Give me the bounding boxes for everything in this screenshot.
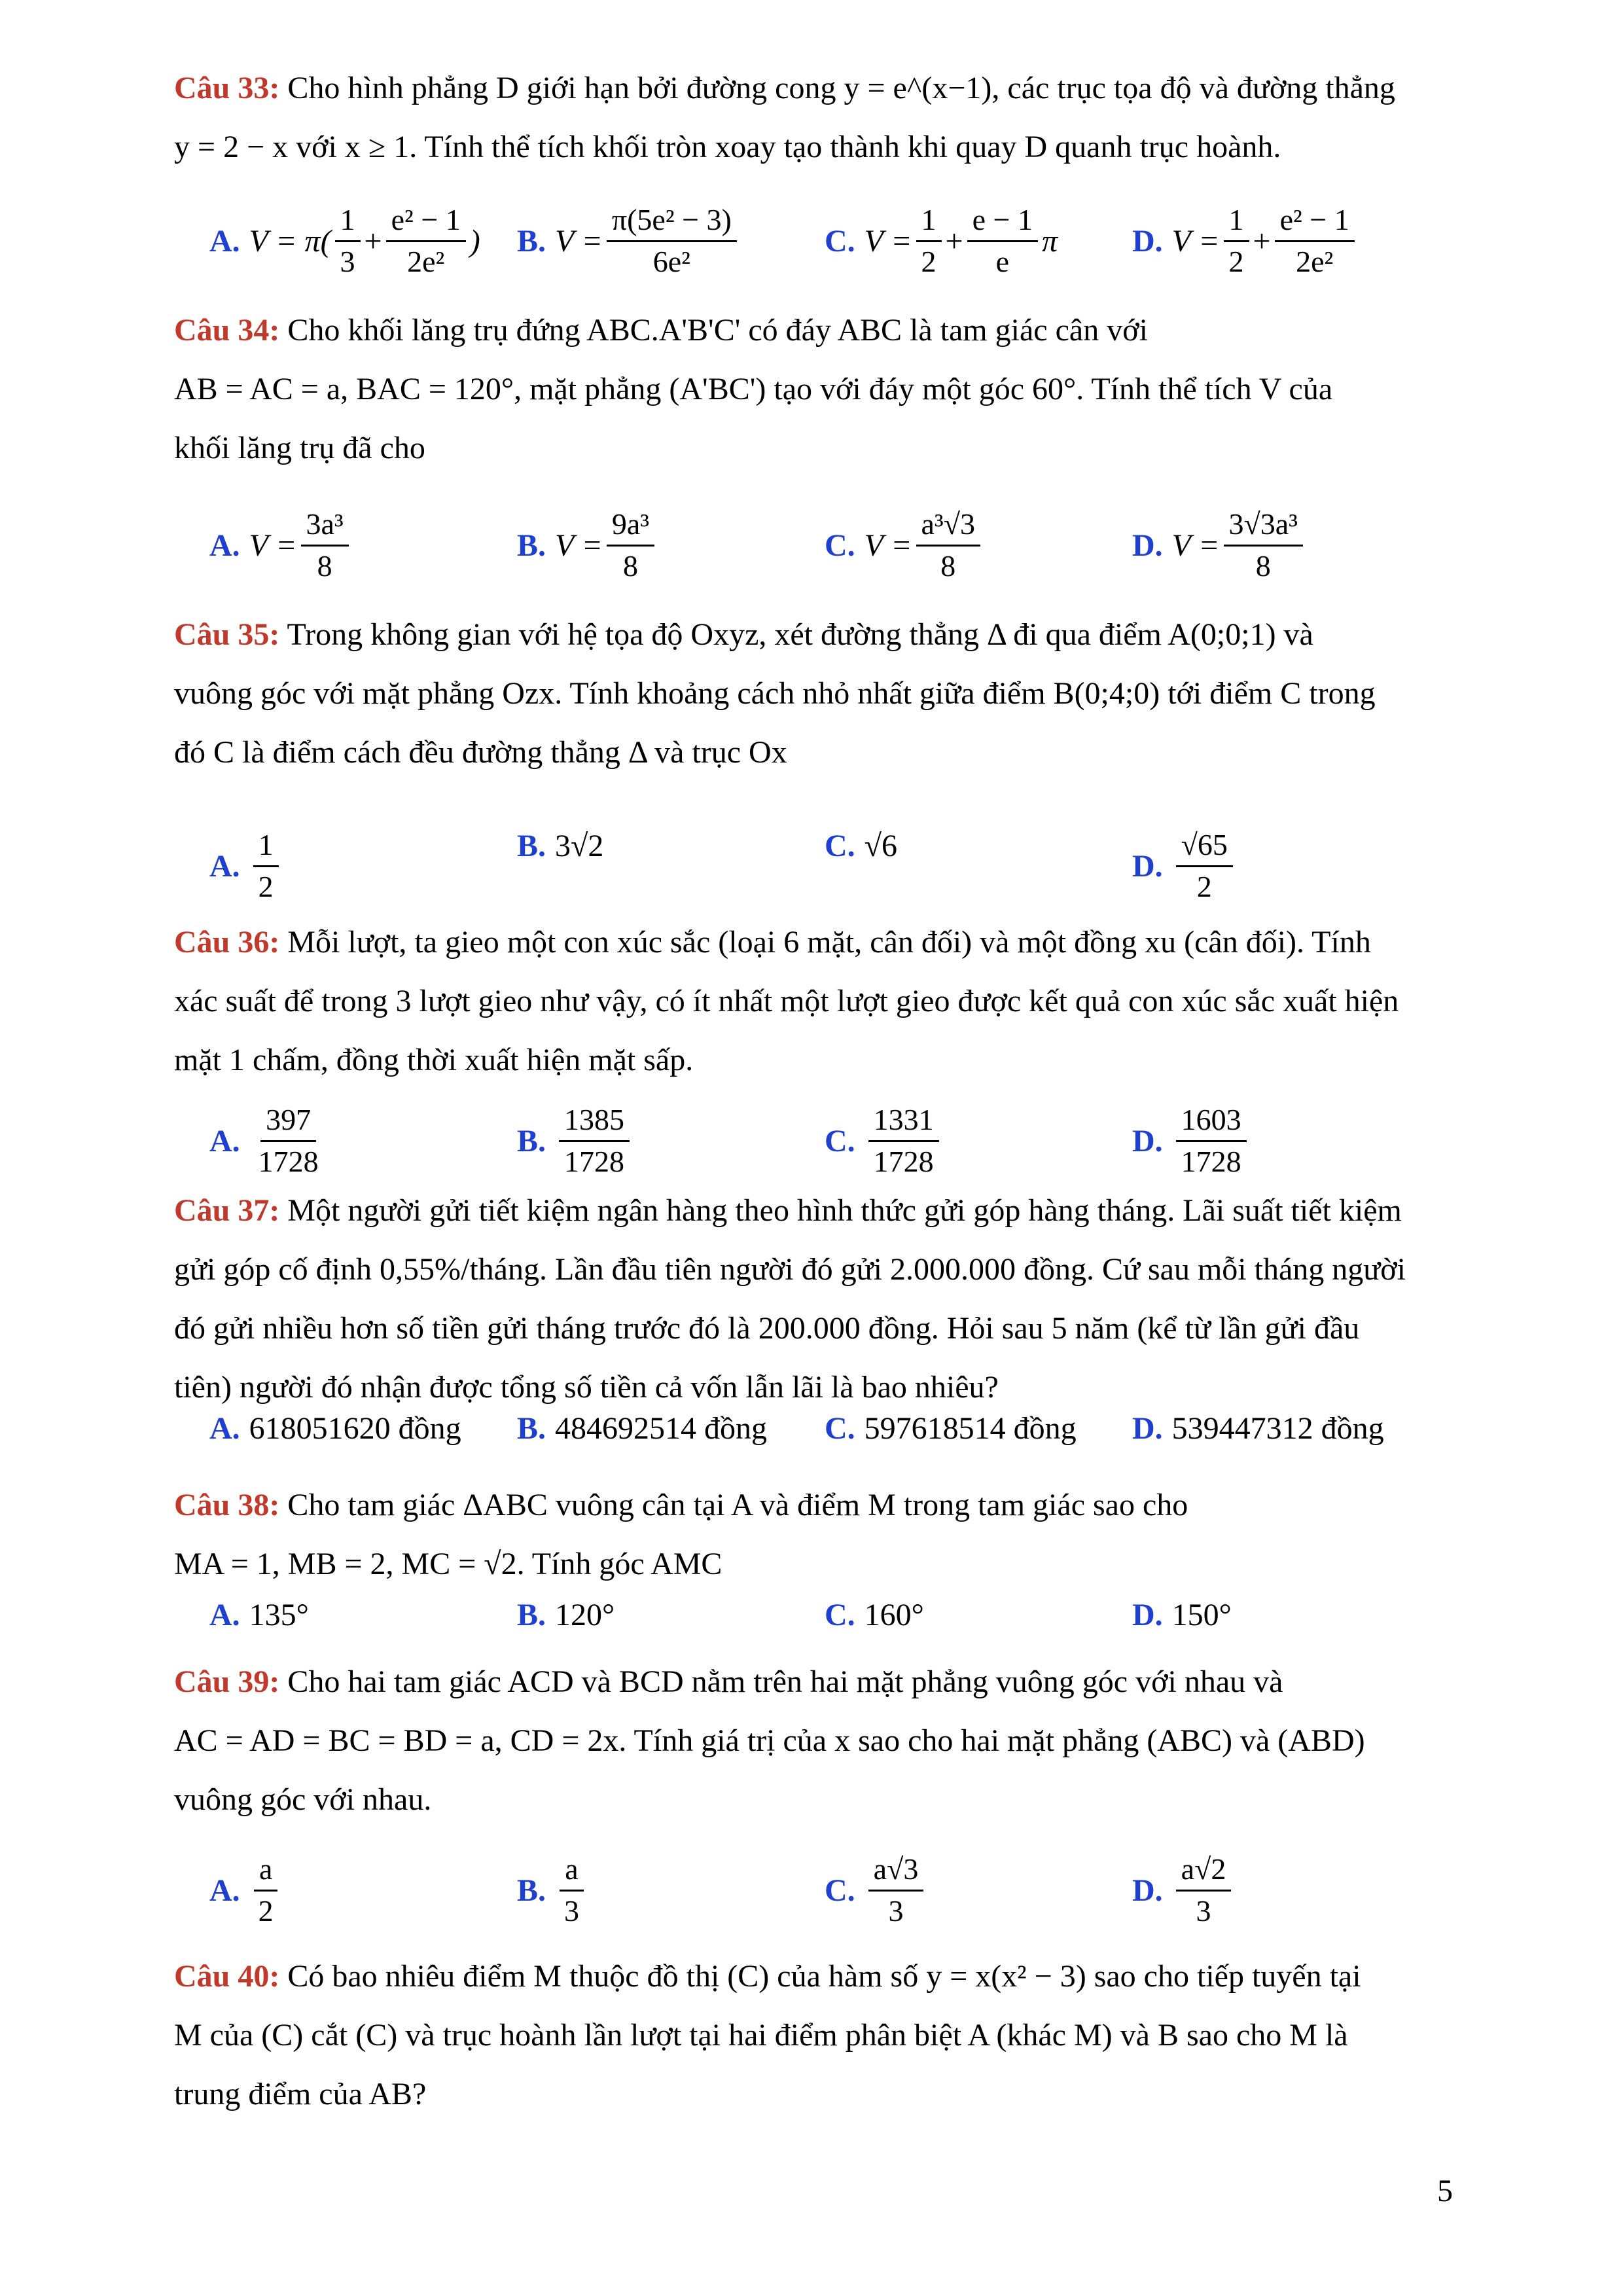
fraction-denominator: 8: [940, 548, 956, 583]
fraction-numerator: 3√3a³: [1224, 507, 1303, 547]
fraction-numerator: 1385: [559, 1103, 630, 1142]
fraction: [253, 1852, 279, 1929]
question-text-line: tiên) người đó nhận được tổng số tiền cả vốn lẫn lãi là bao nhiêu?: [174, 1370, 999, 1405]
fraction: [1275, 203, 1355, 279]
option-suffix: π: [1041, 223, 1058, 259]
question-text-line: trung điểm của AB?: [174, 2077, 427, 2111]
option-d[interactable]: [1132, 1410, 1384, 1446]
fraction-denominator: 3: [1196, 1893, 1211, 1928]
option-c[interactable]: [825, 1103, 943, 1179]
option-value: 150°: [1171, 1598, 1232, 1632]
fraction-denominator: 8: [622, 548, 638, 583]
option-prefix: V = π(: [249, 223, 331, 259]
option-d[interactable]: [1132, 1852, 1235, 1929]
question-text-line: Có bao nhiêu điểm M thuộc đồ thị (C) của hàm số y = x(x² − 3) sao cho tiếp tuyến tại: [287, 1959, 1361, 1994]
option-label: C.: [825, 1411, 855, 1446]
question-37: [174, 1181, 1471, 1417]
fraction-numerator: 1: [253, 828, 279, 867]
fraction: [253, 1103, 324, 1179]
question-text-line: xác suất để trong 3 lượt gieo như vậy, có ít nhất một lượt gieo được kết quả con xúc sắc xuất hiện: [174, 984, 1399, 1018]
fraction-numerator: 1331: [868, 1103, 939, 1142]
fraction: [559, 1852, 584, 1929]
option-label: D.: [1132, 1873, 1163, 1908]
fraction: [386, 203, 466, 279]
fraction: [1176, 1852, 1232, 1929]
question-text-line: mặt 1 chấm, đồng thời xuất hiện mặt sấp.: [174, 1043, 694, 1077]
question-text-line: Cho hình phẳng D giới hạn bởi đường cong y = e^(x−1), các trục tọa độ và đường thẳng: [287, 71, 1395, 105]
fraction: [1176, 828, 1233, 905]
fraction: [253, 828, 279, 905]
fraction: [335, 203, 361, 279]
question-34: [174, 301, 1471, 478]
option-label: A.: [209, 1411, 240, 1446]
option-a[interactable]: [209, 1597, 309, 1633]
fraction-numerator: a√3: [868, 1852, 924, 1892]
option-value: 484692514 đồng: [555, 1411, 768, 1446]
option-label: B.: [517, 223, 546, 259]
option-suffix: ): [469, 223, 480, 259]
option-operator: +: [945, 223, 963, 259]
fraction-denominator: 3: [564, 1893, 580, 1928]
option-label: A.: [209, 1598, 240, 1632]
option-c[interactable]: [825, 828, 897, 864]
fraction-numerator: 1: [916, 203, 942, 242]
option-prefix: V =: [249, 528, 297, 563]
option-a[interactable]: [209, 828, 283, 905]
fraction-numerator: a√2: [1176, 1852, 1232, 1892]
option-b[interactable]: [517, 507, 658, 584]
option-value: 135°: [249, 1598, 309, 1632]
fraction-denominator: 6e²: [652, 244, 690, 278]
option-a[interactable]: [209, 1410, 461, 1446]
option-label: B.: [517, 829, 546, 863]
option-a[interactable]: [209, 507, 353, 584]
question-text-line: đó gửi nhiều hơn số tiền gửi tháng trước đó là 200.000 đồng. Hỏi sau 5 năm (kể từ lần gửi đầu: [174, 1311, 1360, 1346]
question-text-line: Cho khối lăng trụ đứng ABC.A'B'C' có đáy ABC là tam giác cân với: [287, 313, 1148, 348]
fraction-numerator: 1603: [1176, 1103, 1247, 1142]
fraction: [916, 203, 942, 279]
option-value: √6: [864, 829, 898, 863]
option-label: A.: [209, 528, 240, 563]
option-prefix: V =: [1171, 223, 1220, 259]
option-label: D.: [1132, 223, 1163, 259]
option-prefix: V =: [555, 528, 603, 563]
option-value: 120°: [555, 1598, 615, 1632]
option-label: C.: [825, 1123, 855, 1158]
question-40: [174, 1947, 1471, 2124]
question-text-line: Cho tam giác ΔABC vuông cân tại A và điểm M trong tam giác sao cho: [287, 1488, 1188, 1522]
option-prefix: V =: [555, 223, 603, 259]
option-b[interactable]: [517, 1852, 588, 1929]
fraction-denominator: 2e²: [407, 244, 445, 278]
fraction-denominator: 3: [888, 1893, 904, 1928]
question-label: Câu 37:: [174, 1193, 280, 1228]
option-label: A.: [209, 1123, 240, 1158]
fraction: [301, 507, 349, 584]
question-text-line: vuông góc với nhau.: [174, 1782, 432, 1817]
question-text-line: Mỗi lượt, ta gieo một con xúc sắc (loại 6 mặt, cân đối) và một đồng xu (cân đối). Tính: [287, 925, 1371, 960]
option-label: D.: [1132, 1123, 1163, 1158]
option-value: 3√2: [555, 829, 604, 863]
option-value: 539447312 đồng: [1171, 1411, 1384, 1446]
fraction: [1176, 1103, 1247, 1179]
question-label: Câu 33:: [174, 71, 280, 105]
option-label: B.: [517, 528, 546, 563]
question-text-line: đó C là điểm cách đều đường thẳng Δ và trục Ox: [174, 735, 787, 770]
option-label: C.: [825, 1873, 855, 1908]
option-d[interactable]: [1132, 1103, 1251, 1179]
option-operator: +: [1253, 223, 1271, 259]
fraction-denominator: 2: [258, 1893, 274, 1928]
fraction-numerator: π(5e² − 3): [607, 203, 737, 242]
option-c[interactable]: [825, 203, 1058, 279]
fraction-numerator: 9a³: [607, 507, 654, 547]
fraction-numerator: a: [560, 1852, 583, 1892]
option-b[interactable]: [517, 828, 603, 864]
question-label: Câu 38:: [174, 1488, 280, 1522]
option-value: 160°: [864, 1598, 924, 1632]
option-label: B.: [517, 1598, 546, 1632]
fraction: [868, 1103, 939, 1179]
fraction-numerator: e² − 1: [386, 203, 466, 242]
option-label: B.: [517, 1411, 546, 1446]
option-label: C.: [825, 528, 855, 563]
question-text-line: MA = 1, MB = 2, MC = √2. Tính góc AMC: [174, 1547, 722, 1581]
fraction-numerator: e² − 1: [1275, 203, 1355, 242]
fraction: [1224, 507, 1303, 584]
fraction-denominator: 8: [317, 548, 332, 583]
option-label: A.: [209, 223, 240, 259]
question-text-line: AB = AC = a, BAC = 120°, mặt phẳng (A'BC') tạo với đáy một góc 60°. Tính thể tích V của: [174, 372, 1333, 406]
option-c[interactable]: [825, 1410, 1077, 1446]
option-label: B.: [517, 1873, 546, 1908]
question-39: [174, 1653, 1471, 1829]
fraction-numerator: a³√3: [916, 507, 980, 547]
option-prefix: V =: [864, 528, 912, 563]
fraction-numerator: √65: [1176, 828, 1233, 867]
option-c[interactable]: [825, 507, 984, 584]
question-33: [174, 59, 1471, 177]
option-prefix: V =: [1171, 528, 1220, 563]
question-text-line: M của (C) cắt (C) và trục hoành lần lượt tại hai điểm phân biệt A (khác M) và B sao cho M là: [174, 2018, 1348, 2053]
option-b[interactable]: [517, 1410, 767, 1446]
fraction: [1224, 203, 1249, 279]
fraction-denominator: 1728: [564, 1144, 625, 1178]
option-b[interactable]: [517, 203, 741, 279]
fraction-denominator: 2: [1228, 244, 1244, 278]
option-prefix: V =: [864, 223, 912, 259]
option-label: A.: [209, 848, 240, 884]
option-c[interactable]: [825, 1852, 927, 1929]
fraction-numerator: 1: [1224, 203, 1249, 242]
fraction-denominator: 1728: [1181, 1144, 1241, 1178]
fraction-denominator: 2: [921, 244, 936, 278]
fraction-denominator: e: [995, 244, 1009, 278]
option-d[interactable]: [1132, 1597, 1232, 1633]
option-b[interactable]: [517, 1103, 633, 1179]
fraction-denominator: 8: [1255, 548, 1271, 583]
question-label: Câu 39:: [174, 1664, 280, 1699]
option-label: C.: [825, 1598, 855, 1632]
question-text-line: Cho hai tam giác ACD và BCD nằm trên hai mặt phẳng vuông góc với nhau và: [287, 1664, 1283, 1699]
option-label: C.: [825, 223, 855, 259]
question-text-line: Trong không gian với hệ tọa độ Oxyz, xét đường thẳng Δ đi qua điểm A(0;0;1) và: [287, 617, 1313, 652]
fraction: [868, 1852, 924, 1929]
option-a[interactable]: [209, 1103, 328, 1179]
question-label: Câu 36:: [174, 925, 280, 960]
fraction-numerator: 3a³: [301, 507, 349, 547]
question-label: Câu 35:: [174, 617, 280, 652]
question-text-line: gửi góp cố định 0,55%/tháng. Lần đầu tiên người đó gửi 2.000.000 đồng. Cứ sau mỗi tháng người: [174, 1252, 1406, 1287]
option-d[interactable]: [1132, 203, 1359, 279]
option-d[interactable]: [1132, 507, 1307, 584]
option-value: 618051620 đồng: [249, 1411, 461, 1446]
option-label: A.: [209, 1873, 240, 1908]
fraction-denominator: 2: [258, 869, 274, 903]
question-text-line: Một người gửi tiết kiệm ngân hàng theo hình thức gửi góp hàng tháng. Lãi suất tiết kiệm: [287, 1193, 1402, 1228]
fraction-numerator: e − 1: [967, 203, 1038, 242]
question-36: [174, 913, 1471, 1090]
fraction-numerator: 397: [260, 1103, 316, 1142]
option-d[interactable]: [1132, 828, 1237, 905]
question-35: [174, 605, 1471, 782]
fraction-denominator: 1728: [258, 1144, 319, 1178]
option-value: 597618514 đồng: [864, 1411, 1077, 1446]
question-text-line: AC = AD = BC = BD = a, CD = 2x. Tính giá trị của x sao cho hai mặt phẳng (ABC) và (ABD): [174, 1723, 1365, 1758]
option-a[interactable]: [209, 1852, 283, 1929]
option-a[interactable]: [209, 203, 480, 279]
page-number: 5: [1437, 2174, 1453, 2208]
question-text-line: vuông góc với mặt phẳng Ozx. Tính khoảng cách nhỏ nhất giữa điểm B(0;4;0) tới điểm C trong: [174, 676, 1376, 711]
option-label: D.: [1132, 528, 1163, 563]
option-label: D.: [1132, 1598, 1163, 1632]
question-text-line: y = 2 − x với x ≥ 1. Tính thể tích khối tròn xoay tạo thành khi quay D quanh trục hoành.: [174, 130, 1281, 164]
fraction-denominator: 3: [340, 244, 355, 278]
option-label: C.: [825, 829, 855, 863]
fraction-denominator: 2e²: [1296, 244, 1334, 278]
fraction: [916, 507, 980, 584]
fraction: [607, 507, 654, 584]
option-b[interactable]: [517, 1597, 615, 1633]
option-label: D.: [1132, 848, 1163, 884]
fraction: [607, 203, 737, 279]
option-c[interactable]: [825, 1597, 924, 1633]
option-label: B.: [517, 1123, 546, 1158]
option-operator: +: [364, 223, 382, 259]
fraction-numerator: 1: [335, 203, 361, 242]
fraction: [967, 203, 1038, 279]
question-label: Câu 40:: [174, 1959, 280, 1994]
question-label: Câu 34:: [174, 313, 280, 348]
question-38: [174, 1476, 1471, 1594]
fraction-denominator: 1728: [873, 1144, 934, 1178]
fraction-denominator: 2: [1196, 869, 1212, 903]
question-text-line: khối lăng trụ đã cho: [174, 431, 425, 465]
option-label: D.: [1132, 1411, 1163, 1446]
fraction-numerator: a: [254, 1852, 277, 1892]
fraction: [559, 1103, 630, 1179]
